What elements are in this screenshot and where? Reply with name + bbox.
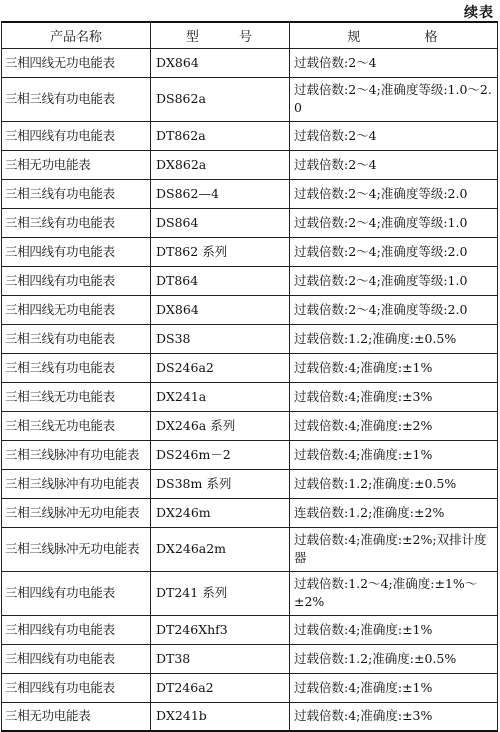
spec-cell: 过载倍数:2～4 <box>290 48 498 77</box>
product-name-cell: 三相无功电能表 <box>2 150 151 179</box>
product-name-cell: 三相三线有功电能表 <box>2 179 151 208</box>
header-row <box>2 22 498 48</box>
table-row <box>2 237 498 266</box>
product-name-cell: 三相三线有功电能表 <box>2 208 151 237</box>
model-cell: DS862a <box>151 77 290 121</box>
spec-cell: 过载倍数:2～4;准确度等级:2.0 <box>290 237 498 266</box>
product-name-cell: 三相三线无功电能表 <box>2 382 151 411</box>
product-name-cell: 三相四线无功电能表 <box>2 48 151 77</box>
table-row <box>2 266 498 295</box>
model-cell: DT38 <box>151 644 290 673</box>
spec-cell: 过载倍数:1.2～4;准确度:±1%～±2% <box>290 571 498 615</box>
table-body <box>2 48 498 731</box>
product-name-cell: 三相四线有功电能表 <box>2 121 151 150</box>
product-name-cell: 三相三线有功电能表 <box>2 77 151 121</box>
product-name-cell: 三相四线有功电能表 <box>2 571 151 615</box>
spec-cell: 过载倍数:1.2;准确度:±0.5% <box>290 324 498 353</box>
spec-cell: 过载倍数:2～4 <box>290 150 498 179</box>
model-cell: DX246a 系列 <box>151 411 290 440</box>
product-name-cell: 三相三线脉冲无功电能表 <box>2 498 151 527</box>
model-cell: DX864 <box>151 295 290 324</box>
model-cell: DS38m 系列 <box>151 469 290 498</box>
model-cell: DT862a <box>151 121 290 150</box>
model-cell: DS864 <box>151 208 290 237</box>
header-model: 型 号 <box>151 22 290 48</box>
product-name-cell: 三相三线有功电能表 <box>2 353 151 382</box>
table-header <box>2 22 498 48</box>
product-name-cell: 三相四线无功电能表 <box>2 295 151 324</box>
table-row <box>2 440 498 469</box>
spec-cell: 过载倍数:4;准确度:±2%;双排计度器 <box>290 527 498 571</box>
table-row <box>2 208 498 237</box>
product-name-cell: 三相三线无功电能表 <box>2 411 151 440</box>
product-name-cell: 三相四线有功电能表 <box>2 673 151 702</box>
product-name-cell: 三相三线脉冲有功电能表 <box>2 469 151 498</box>
model-cell: DT246a2 <box>151 673 290 702</box>
table-row <box>2 702 498 731</box>
model-cell: DT864 <box>151 266 290 295</box>
table-caption: 续表 <box>464 5 494 21</box>
header-product-name: 产品名称 <box>2 22 151 48</box>
table-row <box>2 324 498 353</box>
table-row <box>2 644 498 673</box>
meter-spec-table <box>1 21 498 732</box>
spec-cell: 过载倍数:4;准确度:±1% <box>290 353 498 382</box>
spec-cell: 过载倍数:2～4;准确度等级:2.0 <box>290 295 498 324</box>
spec-cell: 过载倍数:4;准确度:±2% <box>290 411 498 440</box>
table-row <box>2 179 498 208</box>
spec-cell: 过载倍数:4;准确度:±1% <box>290 440 498 469</box>
spec-cell: 连载倍数:1.2;准确度:±2% <box>290 498 498 527</box>
model-cell: DT246Xhf3 <box>151 615 290 644</box>
spec-cell: 过载倍数:4;准确度:±3% <box>290 702 498 731</box>
model-cell: DS862—4 <box>151 179 290 208</box>
product-name-cell: 三相四线有功电能表 <box>2 237 151 266</box>
table-row <box>2 571 498 615</box>
product-name-cell: 三相三线脉冲有功电能表 <box>2 440 151 469</box>
product-name-cell: 三相三线有功电能表 <box>2 324 151 353</box>
model-cell: DS246a2 <box>151 353 290 382</box>
header-spec: 规 格 <box>290 22 498 48</box>
table-row <box>2 469 498 498</box>
model-cell: DX862a <box>151 150 290 179</box>
spec-cell: 过载倍数:2～4;准确度等级:1.0 <box>290 208 498 237</box>
product-name-cell: 三相无功电能表 <box>2 702 151 731</box>
spec-cell: 过载倍数:4;准确度:±3% <box>290 382 498 411</box>
product-name-cell: 三相三线脉冲无功电能表 <box>2 527 151 571</box>
table-row <box>2 498 498 527</box>
spec-cell: 过载倍数:2～4;准确度等级:1.0 <box>290 266 498 295</box>
product-name-cell: 三相四线有功电能表 <box>2 266 151 295</box>
table-row <box>2 353 498 382</box>
model-cell: DX241a <box>151 382 290 411</box>
spec-cell: 过载倍数:1.2;准确度:±0.5% <box>290 644 498 673</box>
model-cell: DX241b <box>151 702 290 731</box>
table-row <box>2 150 498 179</box>
spec-cell: 过载倍数:4;准确度:±1% <box>290 673 498 702</box>
model-cell: DS38 <box>151 324 290 353</box>
spec-cell: 过载倍数:2～4 <box>290 121 498 150</box>
spec-cell: 过载倍数:2～4;准确度等级:1.0～2.0 <box>290 77 498 121</box>
table-row <box>2 77 498 121</box>
table-row <box>2 48 498 77</box>
model-cell: DX246a2m <box>151 527 290 571</box>
table-row <box>2 295 498 324</box>
spec-cell: 过载倍数:4;准确度:±1% <box>290 615 498 644</box>
table-row <box>2 121 498 150</box>
product-name-cell: 三相四线有功电能表 <box>2 644 151 673</box>
table-row <box>2 411 498 440</box>
model-cell: DT241 系列 <box>151 571 290 615</box>
spec-cell: 过载倍数:2～4;准确度等级:2.0 <box>290 179 498 208</box>
model-cell: DX864 <box>151 48 290 77</box>
table-row <box>2 673 498 702</box>
table-row <box>2 615 498 644</box>
model-cell: DX246m <box>151 498 290 527</box>
model-cell: DS246m－2 <box>151 440 290 469</box>
model-cell: DT862 系列 <box>151 237 290 266</box>
table-row <box>2 527 498 571</box>
table-row <box>2 382 498 411</box>
spec-cell: 过载倍数:1.2;准确度:±0.5% <box>290 469 498 498</box>
product-name-cell: 三相四线有功电能表 <box>2 615 151 644</box>
